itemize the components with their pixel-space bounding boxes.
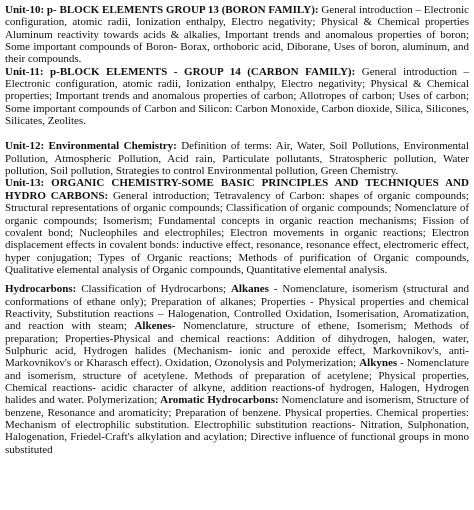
alkanes-text: - Nomenclature, isomerism (structural and conformations of ethane only); Preparation of alkanes; Properties - Physical properties and chemical Reactivity, Substitution reactions – Halogenation, Controlled Oxidation, Isomerisation, Aromatization, and reaction with steam; bbox=[5, 283, 469, 333]
unit-13-body: General introduction; Tetravalency of Carbon: shapes of organic compounds; Structural representations of organic compounds; Classification of organic compounds; Nomenclature of organic compounds; Isomerism; Fundamental concepts in organic reaction mechanisms; Fission of covalent bond; Nucleophiles and electrophiles; Electron movements in organic reactions; Electron displacement effects in covalent bonds: inductive effect, resonance, resonance effect, electromeric effect, hyper conjugation; Types of Organic reactions; Methods of purification of Organic compounds, Qualitative elemental analysis of Organic compounds, Quantitative elemental analysis. bbox=[5, 189, 469, 276]
unit-12-body: Definition of terms: Air, Water, Soil Pollutions, Environmental Pollution, Atmospheric Pollution, Acid rain, Particulate pollutants, Stratospheric pollution, Water pollution, Soil pollution, Strategies to control Environmental pollution, Green Chemistry. bbox=[5, 140, 469, 178]
aromatic-hydrocarbons-text: Nomenclature and isomerism, Structure of benzene, Resonance and aromaticity; Preparation of benzene. Physical properties. Chemical properties: Mechanism of electrophilic substitution. Electrophilic substitution reactions- Nitration, Sulphonation, Halogenation, Friedel-Craft's alkylation and acylation; Directive influence of functional groups in mono substituted bbox=[5, 394, 469, 456]
alkenes-heading: Alkenes- bbox=[134, 320, 176, 333]
alkynes-text: - Nomenclature and isomerism, structure of acetylene. Methods of preparation of acetylene; Physical properties, Chemical reactions- acidic character of alkyne, addition reactions-of hydrogen, Halogen, Hydrogen halides and water. Polymerization; bbox=[5, 357, 470, 407]
unit-11-paragraph bbox=[5, 66, 469, 128]
unit-11-title: Unit-11: p-BLOCK ELEMENTS - GROUP 14 (CARBON FAMILY): bbox=[5, 65, 356, 78]
unit-13-paragraph bbox=[5, 177, 469, 276]
unit-11-body: General introduction – Electronic configuration, atomic radii, Ionization enthalpy, Electro negativity; Physical & Chemical properties; Important trends and anomalous properties of carbon; Allotropes of carbon; Uses of carbon; Some important compounds of Carbon and Silicon: Carbon Monoxide, Carbon dioxide, Silica, Silicones, Silicates, Zeolites. bbox=[5, 65, 469, 128]
alkynes-heading: Alkynes bbox=[359, 357, 398, 370]
aromatic-hydrocarbons-heading: Aromatic Hydrocarbons: bbox=[160, 394, 279, 407]
hydrocarbons-text: Classification of Hydrocarbons; bbox=[76, 283, 231, 296]
unit-13-title: Unit-13: ORGANIC CHEMISTRY-SOME BASIC PRINCIPLES AND TECHNIQUES AND HYDRO CARBONS: bbox=[5, 177, 469, 202]
hydrocarbons-heading: Hydrocarbons: bbox=[5, 283, 77, 296]
unit-12-paragraph bbox=[5, 140, 469, 177]
unit-10-body: General introduction – Electronic configuration, atomic radii, Ionization enthalpy, Electro negativity; Physical & Chemical properties Aluminum reactivity towards acids & alkalies, Important trends and anomalous properties of boron; Some important compounds of Boron- Borax, orthoboric acid, Diborane, Uses of boron, aluminum, and their compounds. bbox=[5, 4, 470, 66]
alkanes-heading: Alkanes bbox=[230, 283, 269, 296]
unit-12-title: Unit-12: Environmental Chemistry: bbox=[5, 140, 177, 153]
unit-10-title: Unit-10: p- BLOCK ELEMENTS GROUP 13 (BORON FAMILY): bbox=[5, 4, 319, 16]
alkenes-text: Nomenclature, structure of ethene, Isomerism; Methods of preparation; Properties-Physical and chemical reactions: Addition of dihydrogen, halogen, water, Sulphuric acid, Hydrogen halides (Mechanism- ionic and peroxide effect, Markovnikov's, anti-Markovnikov's or Kharasch effect). Oxidation, Ozonolysis and Polymerization; bbox=[5, 320, 469, 370]
hydrocarbons-paragraph bbox=[5, 283, 469, 456]
unit-10-paragraph bbox=[5, 4, 469, 66]
